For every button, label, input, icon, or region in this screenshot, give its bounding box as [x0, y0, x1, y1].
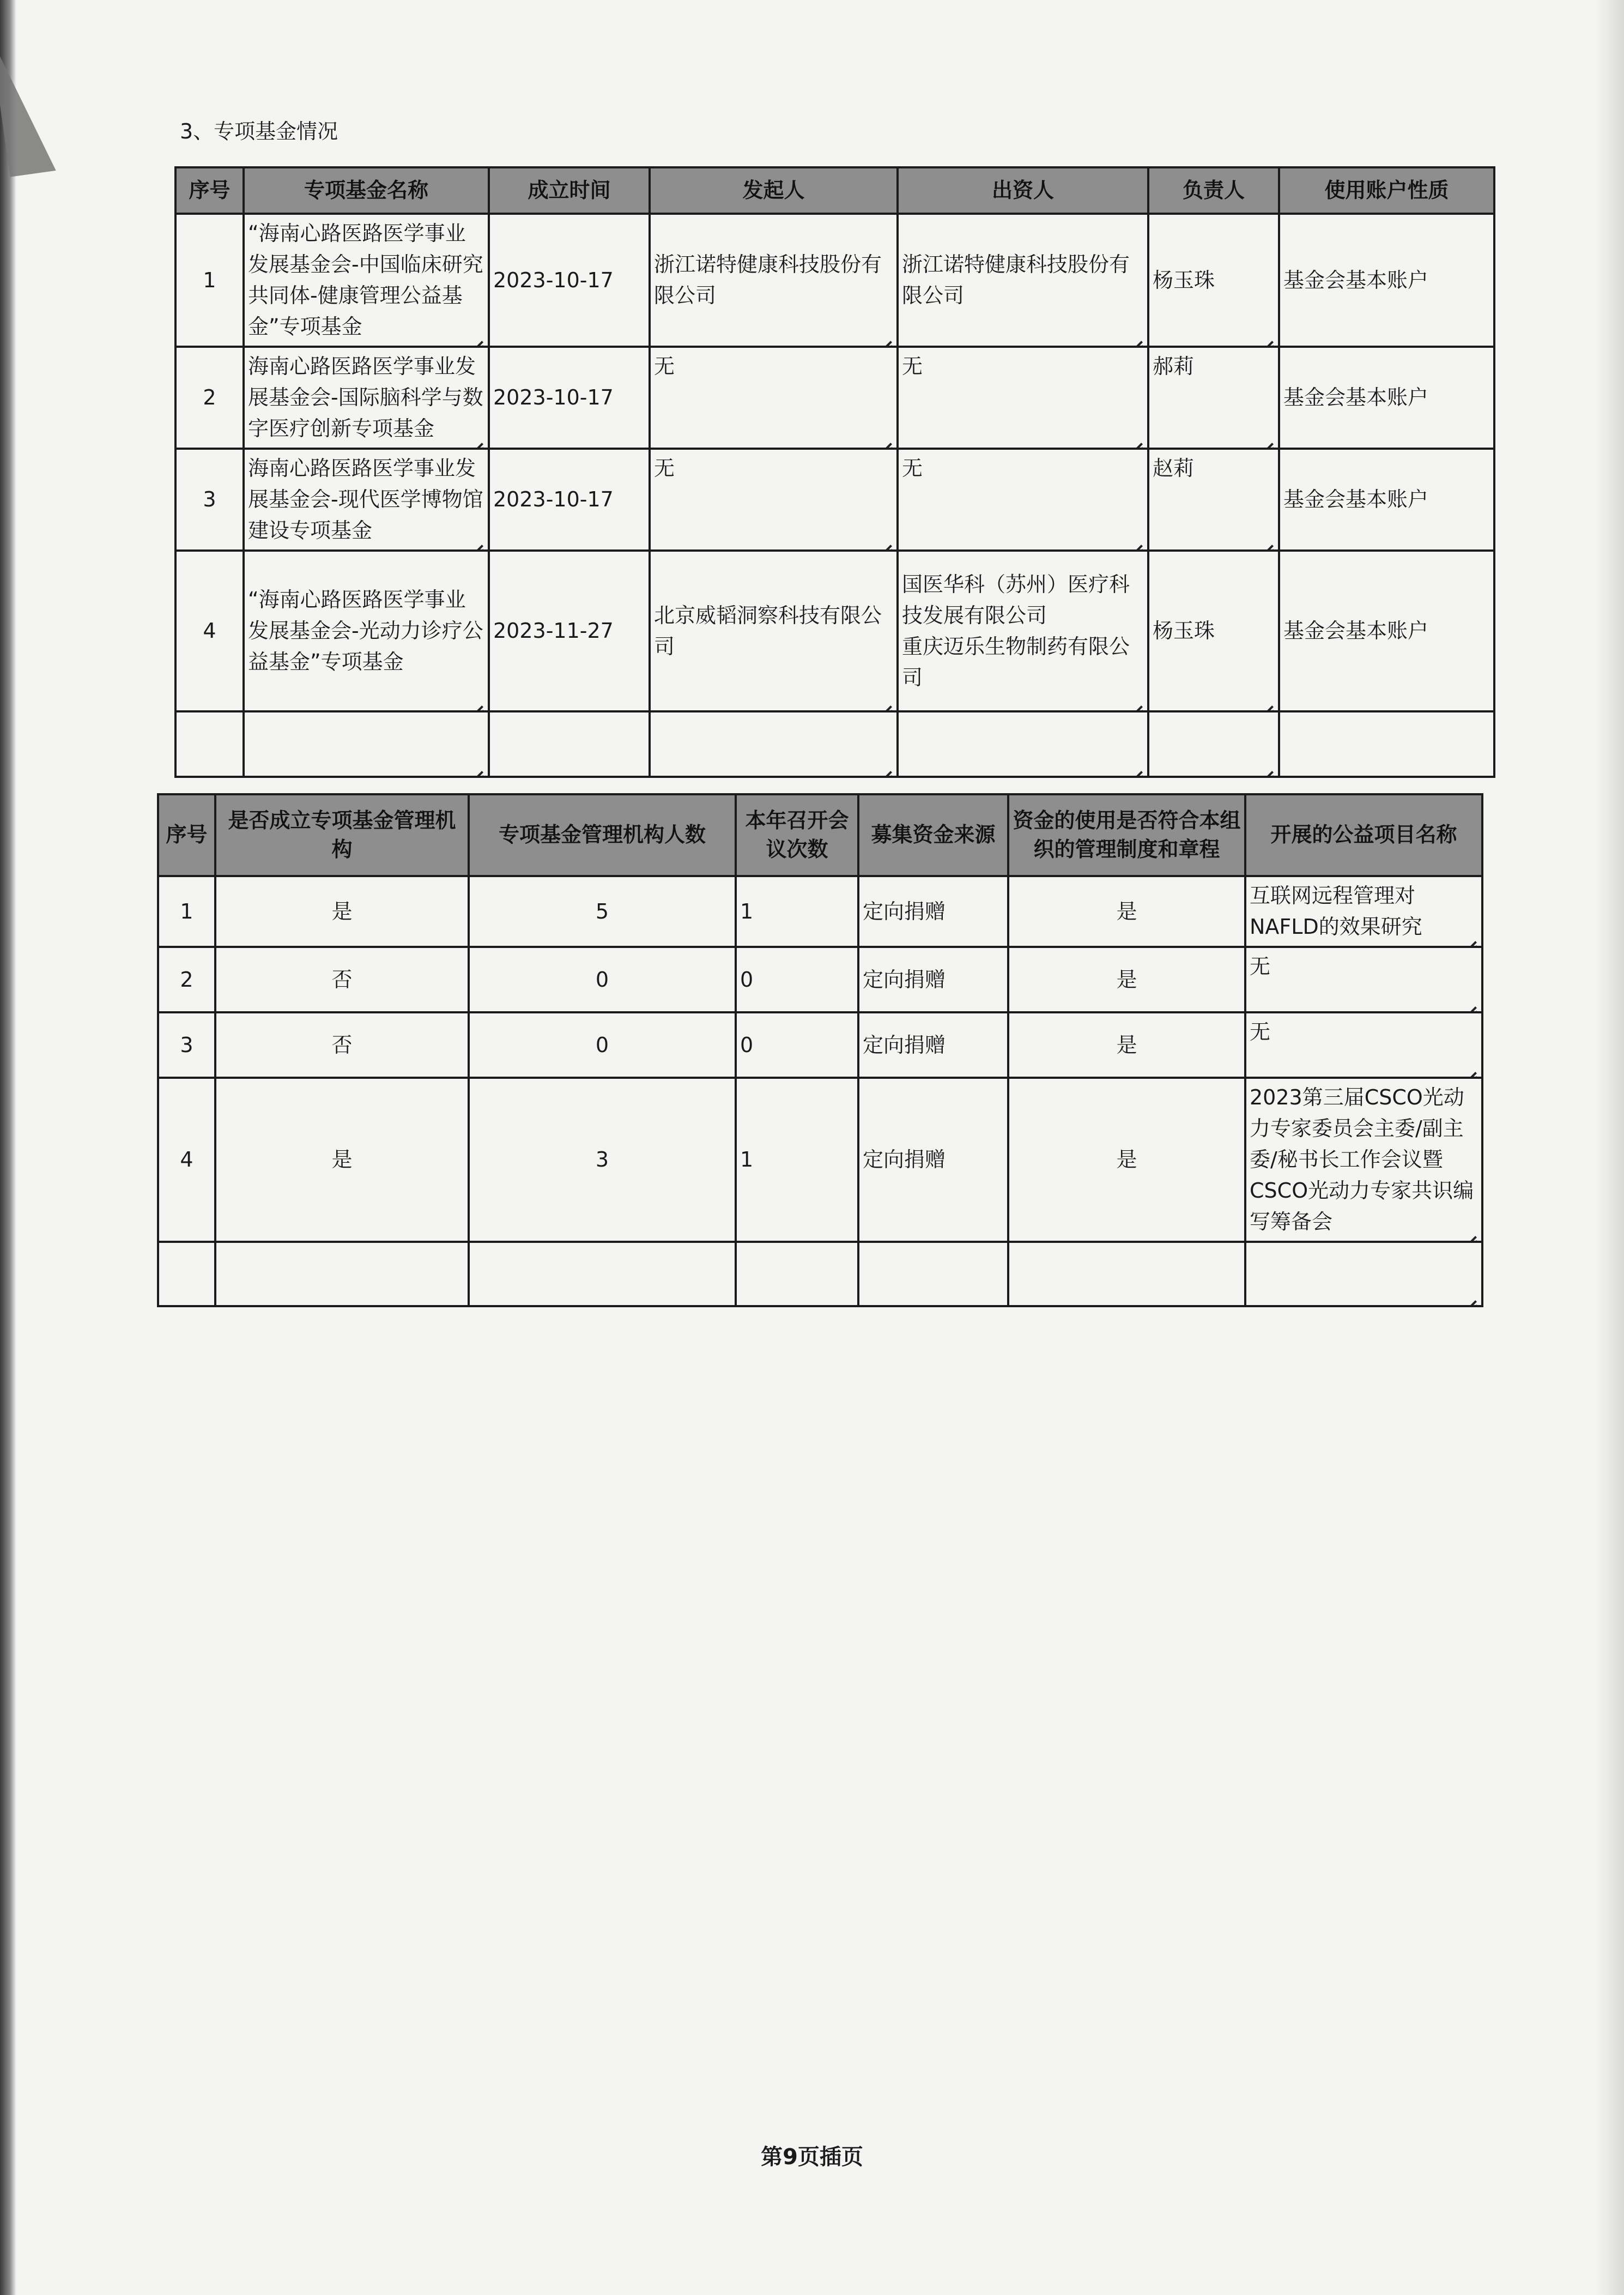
empty-cell [1279, 711, 1494, 777]
member-count: 0 [469, 1012, 736, 1078]
empty-cell [1008, 1242, 1245, 1306]
meeting-count: 0 [736, 1012, 858, 1078]
table-row-empty [158, 1242, 1482, 1306]
resize-grip-icon[interactable] [1128, 531, 1143, 546]
special-fund-table [174, 166, 1495, 778]
account-type: 基金会基本账户 [1279, 449, 1494, 551]
resize-grip-icon[interactable] [1258, 531, 1274, 546]
table-row [158, 876, 1482, 947]
member-count: 5 [469, 876, 736, 947]
project-field[interactable] [1245, 876, 1482, 947]
folded-page-corner [0, 30, 56, 177]
header-cell: 出资人 [898, 167, 1148, 214]
row-number: 3 [175, 449, 244, 551]
initiator-field[interactable] [650, 347, 898, 449]
empty-cell [158, 1242, 215, 1306]
resize-grip-icon[interactable] [1462, 1058, 1477, 1073]
fund-source: 定向捐赠 [858, 947, 1008, 1012]
resize-grip-icon[interactable] [877, 327, 892, 342]
leader-field[interactable] [1148, 449, 1279, 551]
header-cell: 是否成立专项基金管理机构 [215, 794, 469, 876]
resize-grip-icon[interactable] [1258, 692, 1274, 707]
header-cell: 专项基金管理机构人数 [469, 794, 736, 876]
project-field[interactable] [1245, 1242, 1482, 1306]
table-header-row [158, 794, 1482, 876]
project-text: 2023第三届CSCO光动力专家委员会主委/副主委/秘书长工作会议暨CSCO光动力专家共识编写筹备会 [1250, 1085, 1474, 1234]
founded-date: 2023-11-27 [489, 551, 650, 711]
resize-grip-icon[interactable] [1462, 927, 1477, 943]
resize-grip-icon[interactable] [1258, 429, 1274, 444]
initiator-text: 无 [654, 354, 675, 378]
initiator-field[interactable] [650, 551, 898, 711]
header-cell: 负责人 [1148, 167, 1279, 214]
row-number: 1 [158, 876, 215, 947]
founded-date: 2023-10-17 [489, 449, 650, 551]
header-cell: 发起人 [650, 167, 898, 214]
header-cell: 使用账户性质 [1279, 167, 1494, 214]
has-management-org: 是 [215, 876, 469, 947]
resize-grip-icon[interactable] [877, 429, 892, 444]
project-field[interactable] [1245, 1012, 1482, 1078]
funder-field[interactable] [898, 551, 1148, 711]
table-row-empty [175, 711, 1494, 777]
resize-grip-icon[interactable] [1462, 993, 1477, 1008]
resize-grip-icon[interactable] [1258, 327, 1274, 342]
funder-field[interactable] [898, 711, 1148, 777]
empty-cell [469, 1242, 736, 1306]
scan-shadow-left [0, 0, 16, 2295]
table-row [158, 1012, 1482, 1078]
funder-text: 国医华科（苏州）医疗科技发展有限公司 重庆迈乐生物制药有限公司 [902, 572, 1130, 690]
leader-field[interactable] [1148, 214, 1279, 347]
project-text: 互联网远程管理对NAFLD的效果研究 [1250, 884, 1422, 939]
resize-grip-icon[interactable] [1128, 429, 1143, 444]
row-number: 4 [175, 551, 244, 711]
row-number: 3 [158, 1012, 215, 1078]
account-type: 基金会基本账户 [1279, 347, 1494, 449]
initiator-text: 北京威韬洞察科技有限公司 [654, 603, 882, 659]
header-cell: 专项基金名称 [244, 167, 489, 214]
compliance: 是 [1008, 1012, 1245, 1078]
meeting-count: 0 [736, 947, 858, 1012]
empty-cell [858, 1242, 1008, 1306]
compliance: 是 [1008, 876, 1245, 947]
table-row [158, 947, 1482, 1012]
initiator-field[interactable] [650, 214, 898, 347]
table-header-row [175, 167, 1494, 214]
funder-text: 浙江诺特健康科技股份有限公司 [902, 252, 1130, 307]
meeting-count: 1 [736, 1078, 858, 1242]
row-number: 1 [175, 214, 244, 347]
scan-shadow-right [1597, 0, 1624, 2295]
funder-field[interactable] [898, 347, 1148, 449]
has-management-org: 否 [215, 1012, 469, 1078]
fund-name-text: 海南心路医路医学事业发展基金会-现代医学博物馆建设专项基金 [248, 456, 483, 542]
section-heading: 3、专项基金情况 [180, 119, 338, 143]
account-type: 基金会基本账户 [1279, 214, 1494, 347]
page-footer: 第9页插页 [761, 2145, 863, 2170]
project-field[interactable] [1245, 947, 1482, 1012]
founded-date: 2023-10-17 [489, 214, 650, 347]
resize-grip-icon[interactable] [468, 327, 483, 342]
compliance: 是 [1008, 947, 1245, 1012]
has-management-org: 是 [215, 1078, 469, 1242]
table-row [175, 449, 1494, 551]
founded-date: 2023-10-17 [489, 347, 650, 449]
resize-grip-icon[interactable] [1462, 1222, 1477, 1237]
header-cell: 资金的使用是否符合本组织的管理制度和章程 [1008, 794, 1245, 876]
fund-name-field[interactable] [244, 214, 489, 347]
empty-cell [489, 711, 650, 777]
compliance: 是 [1008, 1078, 1245, 1242]
leader-field[interactable] [1148, 347, 1279, 449]
empty-cell [736, 1242, 858, 1306]
row-number: 4 [158, 1078, 215, 1242]
resize-grip-icon[interactable] [468, 692, 483, 707]
funder-text: 无 [902, 354, 923, 378]
resize-grip-icon[interactable] [1462, 1287, 1477, 1302]
funder-field[interactable] [898, 214, 1148, 347]
fund-source: 定向捐赠 [858, 1012, 1008, 1078]
empty-cell [175, 711, 244, 777]
fund-source: 定向捐赠 [858, 1078, 1008, 1242]
header-cell: 本年召开会议次数 [736, 794, 858, 876]
fund-name-text: “海南心路医路医学事业发展基金会-中国临床研究共同体-健康管理公益基金”专项基金 [248, 221, 483, 339]
resize-grip-icon[interactable] [468, 531, 483, 546]
resize-grip-icon[interactable] [1128, 757, 1143, 772]
table-row [175, 214, 1494, 347]
row-number: 2 [175, 347, 244, 449]
account-type: 基金会基本账户 [1279, 551, 1494, 711]
header-cell: 序号 [158, 794, 215, 876]
leader-field[interactable] [1148, 711, 1279, 777]
has-management-org: 否 [215, 947, 469, 1012]
leader-text: 赵莉 [1153, 456, 1195, 480]
resize-grip-icon[interactable] [877, 757, 892, 772]
resize-grip-icon[interactable] [1258, 757, 1274, 772]
fund-source: 定向捐赠 [858, 876, 1008, 947]
table-row [175, 551, 1494, 711]
fund-name-field[interactable] [244, 347, 489, 449]
initiator-field[interactable] [650, 711, 898, 777]
fund-management-table [157, 793, 1483, 1307]
resize-grip-icon[interactable] [468, 429, 483, 444]
fund-name-field[interactable] [244, 449, 489, 551]
resize-grip-icon[interactable] [877, 531, 892, 546]
resize-grip-icon[interactable] [1128, 327, 1143, 342]
header-cell: 募集资金来源 [858, 794, 1008, 876]
empty-cell [215, 1242, 469, 1306]
member-count: 0 [469, 947, 736, 1012]
leader-field[interactable] [1148, 551, 1279, 711]
funder-text: 无 [902, 456, 923, 480]
row-number: 2 [158, 947, 215, 1012]
fund-name-field[interactable] [244, 551, 489, 711]
leader-text: 杨玉珠 [1153, 268, 1215, 292]
leader-text: 杨玉珠 [1153, 619, 1215, 643]
table-row [158, 1078, 1482, 1242]
header-cell: 开展的公益项目名称 [1245, 794, 1482, 876]
meeting-count: 1 [736, 876, 858, 947]
fund-name-text: 海南心路医路医学事业发展基金会-国际脑科学与数字医疗创新专项基金 [248, 354, 483, 440]
project-field[interactable] [1245, 1078, 1482, 1242]
member-count: 3 [469, 1078, 736, 1242]
fund-name-field[interactable] [244, 711, 489, 777]
header-cell: 序号 [175, 167, 244, 214]
funder-field[interactable] [898, 449, 1148, 551]
header-cell: 成立时间 [489, 167, 650, 214]
resize-grip-icon[interactable] [1128, 692, 1143, 707]
resize-grip-icon[interactable] [468, 757, 483, 772]
initiator-text: 浙江诺特健康科技股份有限公司 [654, 252, 882, 307]
project-text: 无 [1250, 955, 1271, 979]
initiator-text: 无 [654, 456, 675, 480]
initiator-field[interactable] [650, 449, 898, 551]
project-text: 无 [1250, 1020, 1271, 1044]
table-row [175, 347, 1494, 449]
fund-name-text: “海南心路医路医学事业发展基金会-光动力诊疗公益基金”专项基金 [248, 588, 483, 674]
resize-grip-icon[interactable] [877, 692, 892, 707]
leader-text: 郝莉 [1153, 354, 1195, 378]
